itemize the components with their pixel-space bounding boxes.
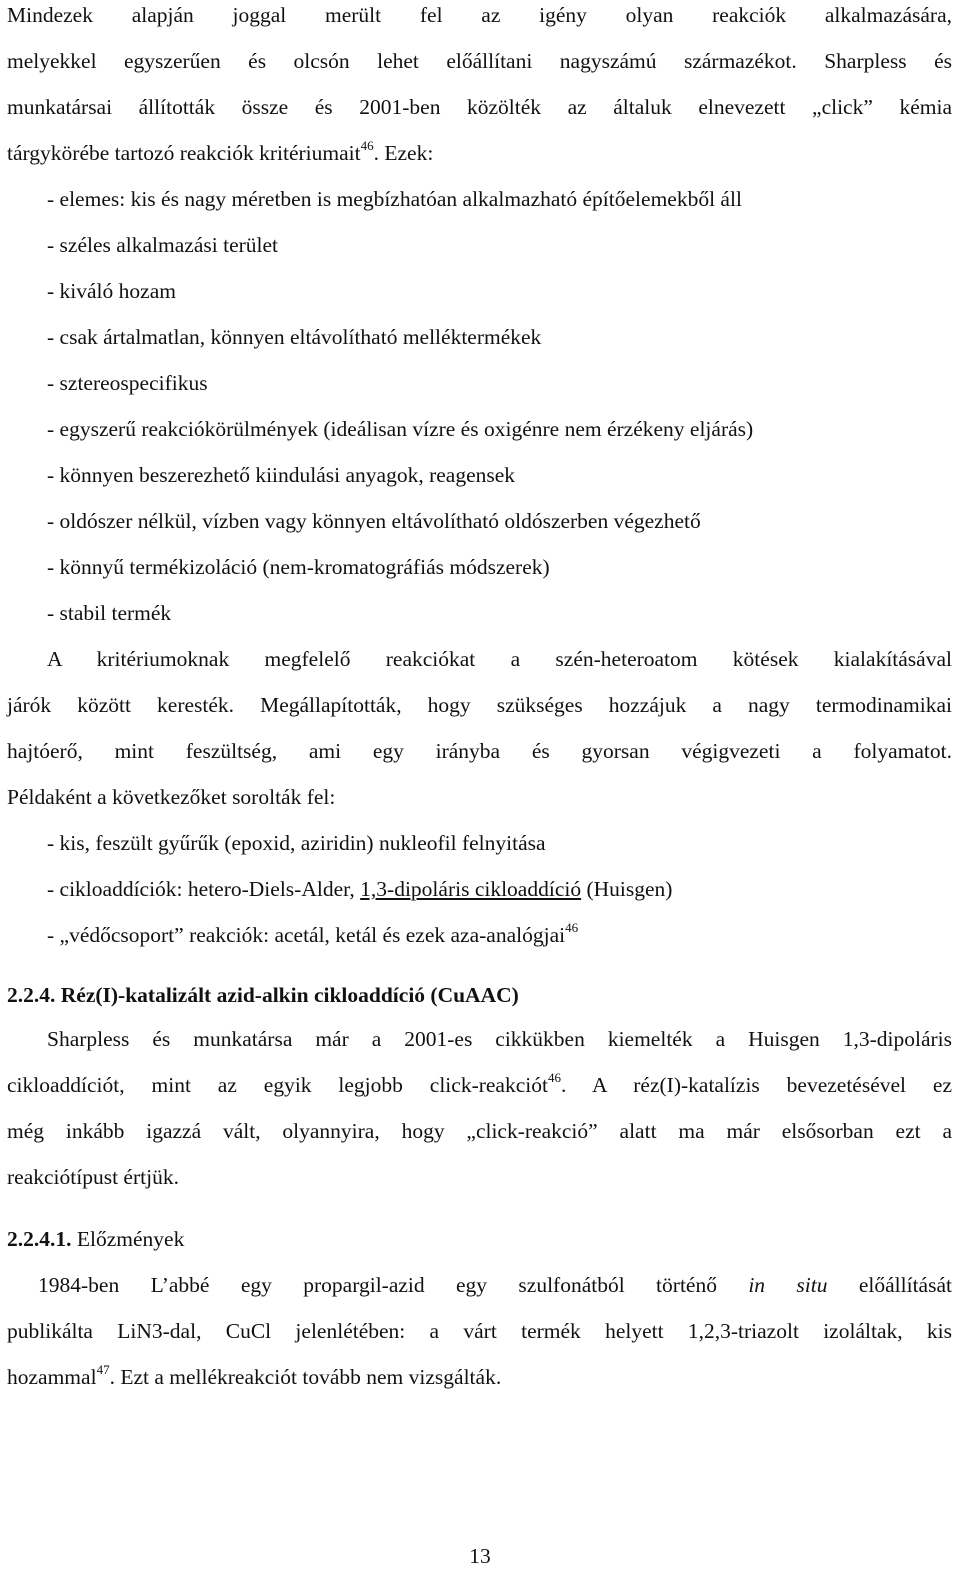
text: tárgykörébe tartozó reakciók kritériumait bbox=[7, 141, 361, 165]
paragraph-line: Mindezek alapján joggal merült fel az igény olyan reakciók alkalmazására, bbox=[7, 3, 952, 27]
text: - „védőcsoport” reakciók: acetál, ketál és ezek aza-analógjai bbox=[47, 923, 566, 947]
paragraph-line: Sharpless és munkatársa már a 2001-es cikkükben kiemelték a Huisgen 1,3-dipoláris bbox=[47, 1027, 952, 1051]
text: . A réz(I)-katalízis bevezetésével ez bbox=[560, 1073, 952, 1097]
citation-ref: 46 bbox=[565, 919, 579, 935]
criteria-item: - elemes: kis és nagy méretben is megbízhatóan alkalmazható építőelemekből áll bbox=[47, 187, 742, 211]
paragraph-line bbox=[7, 1362, 952, 1392]
citation-ref: 47 bbox=[96, 1361, 110, 1377]
paragraph-line bbox=[7, 1070, 952, 1100]
subsection-number: 2.2.4.1. bbox=[7, 1227, 72, 1251]
paragraph-line: A kritériumoknak megfelelő reakciókat a szén-heteroatom kötések kialakításával bbox=[47, 647, 952, 671]
paragraph-line: melyekkel egyszerűen és olcsón lehet előállítani nagyszámú származékot. Sharpless és bbox=[7, 49, 952, 73]
section-number: 2.2.4. bbox=[7, 983, 56, 1007]
criteria-item: - kiváló hozam bbox=[47, 279, 176, 303]
text: - cikloaddíciók: hetero-Diels-Alder, bbox=[47, 877, 361, 901]
text: előállítását bbox=[827, 1273, 952, 1297]
italic-term: in situ bbox=[748, 1273, 828, 1297]
paragraph-line: munkatársai állították össze és 2001-ben közölték az általuk elnevezett „click” kémia bbox=[7, 95, 952, 119]
section-title: Réz(I)-katalizált azid-alkin cikloaddíció (CuAAC) bbox=[60, 983, 519, 1007]
underlined-term: 1,3-dipoláris cikloaddíció bbox=[360, 877, 582, 901]
paragraph-line: reakciótípust értjük. bbox=[7, 1165, 179, 1189]
paragraph-line: még inkább igazzá vált, olyannyira, hogy „click-reakció” alatt ma már elsősorban ezt a bbox=[7, 1119, 952, 1143]
example-item bbox=[47, 920, 952, 950]
text: cikloaddíciót, mint az egyik legjobb click-reakciót bbox=[7, 1073, 548, 1097]
example-item: - kis, feszült gyűrűk (epoxid, aziridin) nukleofil felnyitása bbox=[47, 831, 546, 855]
text: . Ezek: bbox=[373, 141, 434, 165]
paragraph-line: hajtóerő, mint feszültség, ami egy irányba és gyorsan végigvezeti a folyamatot. bbox=[7, 739, 952, 763]
criteria-item: - csak ártalmatlan, könnyen eltávolítható melléktermékek bbox=[47, 325, 542, 349]
paragraph-line: Példaként a következőket sorolták fel: bbox=[7, 785, 336, 809]
citation-ref: 46 bbox=[547, 1069, 561, 1085]
criteria-item: - stabil termék bbox=[47, 601, 172, 625]
paragraph-line bbox=[7, 138, 952, 168]
paragraph-line: járók között keresték. Megállapították, hogy szükséges hozzájuk a nagy termodinamikai bbox=[7, 693, 952, 717]
example-item bbox=[47, 874, 952, 904]
criteria-item: - könnyen beszerezhető kiindulási anyagok, reagensek bbox=[47, 463, 516, 487]
criteria-item: - oldószer nélkül, vízben vagy könnyen eltávolítható oldószerben végezhető bbox=[47, 509, 701, 533]
section-heading bbox=[7, 980, 952, 1010]
text: . Ezt a mellékreakciót tovább nem vizsgálták. bbox=[109, 1365, 502, 1389]
criteria-item: - sztereospecifikus bbox=[47, 371, 208, 395]
criteria-item: - széles alkalmazási terület bbox=[47, 233, 279, 257]
paragraph-line bbox=[38, 1270, 952, 1300]
text: hozammal bbox=[7, 1365, 97, 1389]
subsection-heading bbox=[7, 1224, 952, 1254]
subsection-title: Előzmények bbox=[71, 1227, 185, 1251]
text: (Huisgen) bbox=[581, 877, 673, 901]
page-number: 13 bbox=[469, 1544, 491, 1568]
criteria-item: - könnyű termékizoláció (nem-kromatográfiás módszerek) bbox=[47, 555, 550, 579]
paragraph-line: publikálta LiN3-dal, CuCl jelenlétében: a várt termék helyett 1,2,3-triazolt izoláltak, kis bbox=[7, 1319, 952, 1343]
criteria-item: - egyszerű reakciókörülmények (ideálisan vízre és oxigénre nem érzékeny eljárás) bbox=[47, 417, 754, 441]
citation-ref: 46 bbox=[360, 137, 374, 153]
text: 1984-ben L’abbé egy propargil-azid egy szulfonátból történő bbox=[38, 1273, 749, 1297]
